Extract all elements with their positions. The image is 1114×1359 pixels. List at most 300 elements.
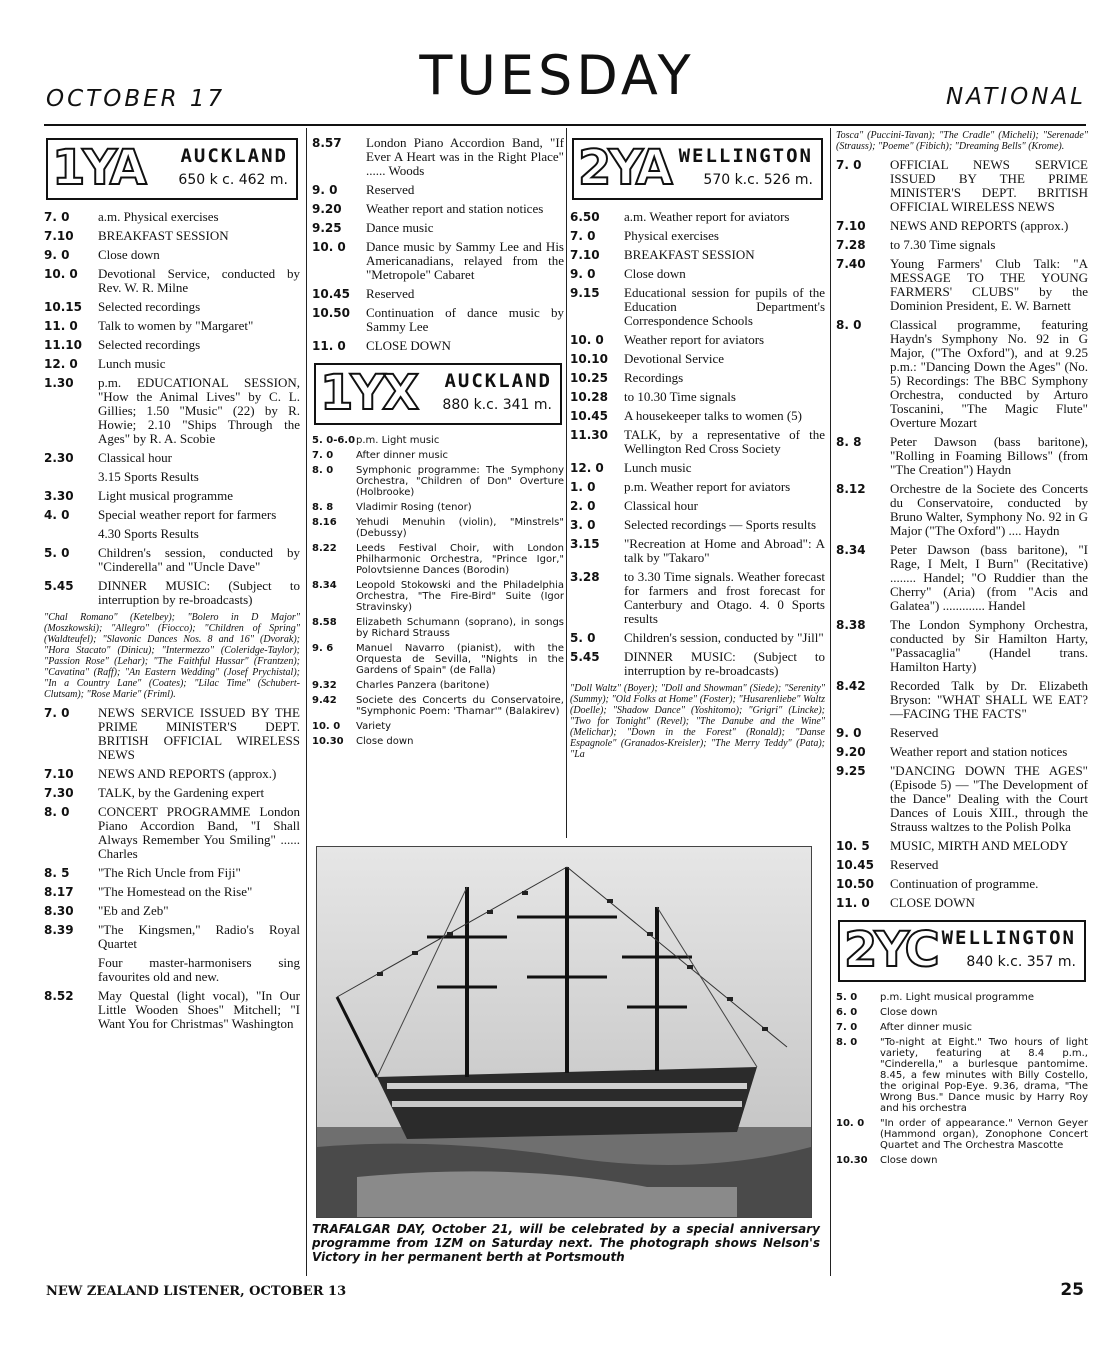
entry-time: 9. 0	[570, 267, 596, 281]
schedule-entry	[570, 248, 825, 262]
entry-time: 9. 0	[836, 726, 862, 740]
schedule-entry	[570, 409, 825, 423]
station-frequency: 570 k.c. 526 m.	[703, 172, 813, 188]
schedule-entry	[570, 631, 825, 645]
schedule-entry	[44, 267, 300, 295]
entry-time: 1.30	[44, 376, 74, 390]
entry-time: 7. 0	[836, 1022, 858, 1033]
entry-time: 7. 0	[312, 450, 334, 461]
entry-time: 10.45	[836, 858, 874, 872]
schedule-entry	[836, 1007, 1088, 1018]
entry-time: 2.30	[44, 451, 74, 465]
entry-description: Reserved	[366, 182, 415, 197]
entry-description: Talk to women by "Margaret"	[98, 318, 254, 333]
schedule-entry	[836, 219, 1088, 233]
entry-description: Vladimir Rosing (tenor)	[356, 502, 472, 513]
schedule-entry	[44, 767, 300, 781]
entry-description: p.m. EDUCATIONAL SESSION, "How the Animal Lives" by C. L. Gillies; 1.50 "Music" (22) by R. Howie; 2.10 "Ships Through the Ages" by R. A. Scobie	[98, 375, 300, 446]
entry-time: 8.57	[312, 136, 342, 150]
entry-description: p.m. Light music	[356, 435, 440, 446]
schedule-entry	[312, 517, 564, 539]
schedule-entry	[570, 210, 825, 224]
schedule-entry	[312, 736, 564, 747]
entry-description: Continuation of dance music by Sammy Lee	[366, 305, 564, 334]
entry-description: Reserved	[890, 725, 939, 740]
entry-description: Continuation of programme.	[890, 876, 1039, 891]
schedule-entry	[44, 989, 300, 1031]
entry-time: 10.50	[836, 877, 874, 891]
entry-time: 7.10	[44, 229, 74, 243]
entry-description: Lunch music	[624, 460, 692, 475]
entry-time: 9. 6	[312, 643, 334, 654]
entry-description: The London Symphony Orchestra, conducted by Sir Hamilton Harty, "Passacaglia" (Handel trans. Hamilton Harty)	[890, 617, 1088, 674]
entry-time: 11. 0	[44, 319, 78, 333]
schedule-entry	[312, 617, 564, 639]
entry-description: Reserved	[366, 286, 415, 301]
entry-time: 2. 0	[570, 499, 596, 513]
dinner-music-list: "Chal Romano" (Ketelbey); "Bolero in D Major" (Moszkowski); "Allegro" (Fiocco); "Children of Spring" (Waldteufel); "Slavonic Dances Nos. 8 and 16" (Dvorak); "Hora Stacato" (Dinicu); "Intermezzo" (Coleridge-Taylor); "Passion Rose" (Lehar); "The Faithful Hussar" (Frantzen); "Cavatina" (Raff); "An Eastern Wedding" (Josef Prychistal); "In a Country Lane" (Coates); "Lilac Time" (Schubert-Clutsam); "Rose Marie" (Friml).	[44, 612, 300, 700]
entry-description: DINNER MUSIC: (Subject to interruption by re-broadcasts)	[624, 649, 825, 678]
schedule-entry	[570, 428, 825, 456]
page-date: OCTOBER 17	[46, 86, 226, 112]
schedule-entry	[44, 904, 300, 918]
entry-description: Societe des Concerts du Conservatoire, "Symphonic Poem: 'Thamar'" (Balakirev)	[356, 695, 564, 717]
entry-description: After dinner music	[880, 1022, 973, 1033]
entry-description: Reserved	[890, 857, 939, 872]
entry-time: 10.50	[312, 306, 350, 320]
entry-time: 1. 0	[570, 480, 596, 494]
schedule-entry	[44, 338, 300, 352]
schedule-entry	[44, 885, 300, 899]
entry-description: p.m. Weather report for aviators	[624, 479, 791, 494]
entry-time: 8.30	[44, 904, 74, 918]
entry-description: Close down	[356, 736, 414, 747]
entry-description: Physical exercises	[624, 228, 719, 243]
entry-time: 3.30	[44, 489, 74, 503]
entry-time: 10.45	[312, 287, 350, 301]
station-logo-1yx: 1YX	[320, 365, 417, 421]
station-logo-1ya: 1YA	[52, 140, 144, 196]
station-city: AUCKLAND	[180, 145, 288, 167]
schedule-entry	[570, 390, 825, 404]
station-city: WELLINGTON	[678, 145, 813, 167]
entry-time: 3. 0	[570, 518, 596, 532]
schedule-entry	[836, 1118, 1088, 1151]
column-1ya-cont-1yx	[312, 128, 564, 747]
entry-time: 10.30	[836, 1155, 868, 1166]
column-rule	[830, 128, 831, 1276]
entry-description: Elizabeth Schumann (soprano), in songs by Richard Strauss	[356, 617, 564, 639]
schedule-entry	[44, 451, 300, 465]
photo-caption: TRAFALGAR DAY, October 21, will be celebrated by a special anniversary programme from 1ZM on Saturday next. The photograph shows Nelson's Victory in her permanent berth at Portsmouth	[312, 1222, 820, 1264]
station-box-1yx	[314, 363, 562, 425]
entry-time: 9. 0	[44, 248, 70, 262]
entry-time: 9.20	[836, 745, 866, 759]
schedule-entry	[570, 267, 825, 281]
entry-description: Recorded Talk by Dr. Elizabeth Bryson: "WHAT SHALL WE EAT? —FACING THE FACTS"	[890, 678, 1088, 721]
schedule-entry	[570, 352, 825, 366]
entry-description: Selected recordings	[98, 299, 201, 314]
schedule-entry	[312, 435, 564, 446]
page-network: NATIONAL	[946, 84, 1086, 110]
schedule-entry	[312, 643, 564, 676]
schedule-entry	[836, 877, 1088, 891]
dinner-music-list: "Doll Waltz" (Boyer); "Doll and Showman" (Siede); "Serenity" (Summy); "Old Folks at Home" (Foster); "Husarenliebe" Waltz (Doelle); "Shadow Dance" (Yoshitomo); "Grigri" (Lincke); "Two for Tonight" (Revel); "The Danube and the Wine" (Melichar); "Down in the Forest" (Ronald); "Danse Espagnole" (Granados-Kreisler); "The Merry Teddy" (Pata); "La	[570, 683, 825, 760]
entry-description: Educational session for pupils of the Education Department's Correspondence Schools	[624, 285, 825, 328]
schedule-entry	[312, 465, 564, 498]
entry-description: Close down	[880, 1007, 938, 1018]
entry-time: 6.50	[570, 210, 600, 224]
entry-description: MUSIC, MIRTH AND MELODY	[890, 838, 1069, 853]
schedule-entry	[570, 333, 825, 347]
schedule-entry	[836, 543, 1088, 613]
schedule-entry	[44, 866, 300, 880]
entry-time: 3.28	[570, 570, 600, 584]
entry-time: 7. 0	[836, 158, 862, 172]
entry-description: Leopold Stokowski and the Philadelphia Orchestra, "The Fire-Bird" Suite (Igor Stravinsky)	[356, 580, 564, 613]
entry-time: 8.17	[44, 885, 74, 899]
entry-time: 9.25	[312, 221, 342, 235]
entry-time: 4. 0	[44, 508, 70, 522]
entry-time: 10.25	[570, 371, 608, 385]
column-2ya	[570, 128, 825, 838]
entry-time: 7.10	[44, 767, 74, 781]
entry-time: 10.45	[570, 409, 608, 423]
entry-description: A housekeeper talks to women (5)	[624, 408, 802, 423]
schedule-entry	[44, 300, 300, 314]
entry-description: 4.30 Sports Results	[98, 526, 199, 541]
entry-time: 11. 0	[836, 896, 870, 910]
schedule-entry	[44, 923, 300, 951]
station-city: WELLINGTON	[941, 927, 1076, 949]
station-box-1ya	[46, 138, 298, 200]
schedule-entry	[44, 706, 300, 762]
entry-time: 8. 5	[44, 866, 70, 880]
column-rule	[306, 128, 307, 1276]
entry-description: Children's session, conducted by "Cinderella" and "Uncle Dave"	[98, 545, 300, 574]
schedule-entry	[44, 805, 300, 861]
station-frequency: 650 k c. 462 m.	[178, 172, 288, 188]
entry-time: 3.15	[570, 537, 600, 551]
station-logo-2yc: 2YC	[844, 922, 937, 978]
entry-time: 10. 0	[312, 240, 346, 254]
entry-description: "Eb and Zeb"	[98, 903, 169, 918]
schedule-entry	[836, 745, 1088, 759]
entry-time: 6. 0	[836, 1007, 858, 1018]
entry-time: 8.58	[312, 617, 337, 628]
schedule-entry	[836, 896, 1088, 910]
ship-illustration	[317, 847, 811, 1217]
schedule-entry	[44, 248, 300, 262]
schedule-1yx	[312, 435, 564, 747]
schedule-entry	[570, 371, 825, 385]
entry-time: 8. 0	[44, 805, 70, 819]
entry-time: 10. 0	[570, 333, 604, 347]
header-rule	[44, 124, 1086, 126]
schedule-1ya-day	[44, 210, 300, 607]
entry-description: Weather report and station notices	[366, 201, 544, 216]
station-frequency: 880 k.c. 341 m.	[442, 397, 552, 413]
entry-time: 8. 0	[836, 318, 862, 332]
schedule-entry	[836, 158, 1088, 214]
entry-time: 10.15	[44, 300, 82, 314]
entry-description: Devotional Service, conducted by Rev. W. R. Milne	[98, 266, 300, 295]
station-city: AUCKLAND	[444, 370, 552, 392]
schedule-entry	[312, 695, 564, 717]
entry-description: NEWS AND REPORTS (approx.)	[98, 766, 277, 781]
entry-description: 3.15 Sports Results	[98, 469, 199, 484]
schedule-entry	[44, 956, 300, 984]
entry-time: 8.12	[836, 482, 866, 496]
schedule-entry	[836, 1155, 1088, 1166]
schedule-entry	[836, 858, 1088, 872]
schedule-entry	[44, 319, 300, 333]
entry-description: Dance music	[366, 220, 434, 235]
schedule-entry	[836, 679, 1088, 721]
entry-description: TALK, by a representative of the Wellington Red Cross Society	[624, 427, 825, 456]
schedule-entry	[836, 1037, 1088, 1114]
entry-description: a.m. Weather report for aviators	[624, 209, 790, 224]
entry-time: 7.40	[836, 257, 866, 271]
entry-description: Classical programme, featuring Haydn's Symphony No. 92 in G Major, ("The Oxford"), and at 9.25 p.m.: "Dancing Down the Ages" (No. 5) Recordings: The BBC Symphony Orchestra, conducted by Arturo Toscanini, "The Magic Flute" Overture Mozart	[890, 317, 1088, 430]
entry-time: 10.10	[570, 352, 608, 366]
schedule-entry	[44, 229, 300, 243]
entry-description: CONCERT PROGRAMME London Piano Accordion Band, "I Shall Always Remember You Smiling" ...... Charles	[98, 804, 300, 861]
entry-description: Children's session, conducted by "Jill"	[624, 630, 824, 645]
schedule-entry	[570, 518, 825, 532]
schedule-entry	[570, 461, 825, 475]
entry-time: 12. 0	[570, 461, 604, 475]
entry-description: to 7.30 Time signals	[890, 237, 996, 252]
entry-description: Orchestre de la Societe des Concerts du Conservatoire, conducted by Bruno Walter, Symphony No. 92 in G Major ("The Oxford") .... Haydn	[890, 481, 1088, 538]
entry-time: 10.30	[312, 736, 344, 747]
schedule-entry	[836, 992, 1088, 1003]
schedule-entry	[570, 480, 825, 494]
entry-description: "Recreation at Home and Abroad": A talk by "Takaro"	[624, 536, 825, 565]
entry-description: Peter Dawson (bass baritone), "Rolling in Foaming Billows" (from "The Creation") Haydn	[890, 434, 1088, 477]
schedule-entry	[570, 570, 825, 626]
entry-time: 11.30	[570, 428, 608, 442]
entry-description: DINNER MUSIC: (Subject to interruption by re-broadcasts)	[98, 578, 300, 607]
schedule-entry	[44, 546, 300, 574]
entry-time: 10. 0	[312, 721, 341, 732]
entry-description: Variety	[356, 721, 392, 732]
schedule-entry	[836, 238, 1088, 252]
entry-description: "DANCING DOWN THE AGES" (Episode 5) — "The Development of the Dance" Dealing with the Court Dances of Louis XIII., through the Strauss waltzes to the Polish Polka	[890, 763, 1088, 834]
entry-description: Manuel Navarro (pianist), with the Orquesta de Sevilla, "Nights in the Gardens of Spain" (de Falla)	[356, 643, 564, 676]
entry-time: 11. 0	[312, 339, 346, 353]
entry-description: OFFICIAL NEWS SERVICE ISSUED BY THE PRIME MINISTER'S DEPT. BRITISH OFFICIAL WIRELESS NEWS	[890, 157, 1088, 214]
schedule-entry	[836, 1022, 1088, 1033]
entry-description: "In order of appearance." Vernon Geyer (Hammond organ), Zonophone Concert Quartet and The Orchestra Mascotte	[880, 1118, 1088, 1151]
page-day: TUESDAY	[419, 44, 695, 107]
entry-description: TALK, by the Gardening expert	[98, 785, 265, 800]
entry-time: 7.28	[836, 238, 866, 252]
entry-description: Special weather report for farmers	[98, 507, 277, 522]
entry-time: 8.52	[44, 989, 74, 1003]
column-2ya-cont-2yc	[836, 128, 1088, 1276]
entry-description: Four master-harmonisers sing favourites old and new.	[98, 955, 300, 984]
station-box-2ya	[572, 138, 823, 200]
entry-description: "The Homestead on the Rise"	[98, 884, 253, 899]
station-box-2yc	[838, 920, 1086, 982]
schedule-entry	[312, 721, 564, 732]
schedule-entry	[312, 202, 564, 216]
entry-description: Classical hour	[624, 498, 699, 513]
entry-time: 8.16	[312, 517, 337, 528]
entry-time: 8. 8	[836, 435, 862, 449]
schedule-entry	[44, 508, 300, 522]
schedule-entry	[44, 489, 300, 503]
entry-time: 8.42	[836, 679, 866, 693]
entry-description: BREAKFAST SESSION	[624, 247, 755, 262]
schedule-entry	[836, 482, 1088, 538]
schedule-entry	[312, 580, 564, 613]
schedule-entry	[312, 287, 564, 301]
entry-description: Recordings	[624, 370, 684, 385]
entry-time: 9.25	[836, 764, 866, 778]
schedule-entry	[570, 229, 825, 243]
schedule-entry	[312, 450, 564, 461]
schedule-entry	[312, 183, 564, 197]
page-number: 25	[1060, 1280, 1084, 1300]
schedule-2yc	[836, 992, 1088, 1166]
schedule-2ya-day	[570, 210, 825, 678]
schedule-entry	[312, 339, 564, 353]
schedule-entry	[570, 537, 825, 565]
entry-description: Weather report and station notices	[890, 744, 1068, 759]
schedule-entry	[836, 435, 1088, 477]
schedule-entry	[44, 527, 300, 541]
schedule-entry	[312, 240, 564, 282]
entry-time: 5. 0	[44, 546, 70, 560]
entry-time: 9.15	[570, 286, 600, 300]
entry-description: Lunch music	[98, 356, 166, 371]
entry-time	[44, 527, 98, 541]
entry-description: Leeds Festival Choir, with London Philharmonic Orchestra, "Prince Igor," Polovtsienne Dances (Borodin)	[356, 543, 564, 576]
schedule-entry	[836, 726, 1088, 740]
column-1ya	[44, 128, 300, 1276]
schedule-entry	[836, 764, 1088, 834]
entry-description: Yehudi Menuhin (violin), "Minstrels" (Debussy)	[356, 517, 564, 539]
entry-description: Devotional Service	[624, 351, 724, 366]
entry-time: 5.45	[44, 579, 74, 593]
schedule-entry	[312, 306, 564, 334]
entry-description: Close down	[98, 247, 160, 262]
schedule-entry	[836, 839, 1088, 853]
entry-description: Selected recordings — Sports results	[624, 517, 817, 532]
entry-time: 10. 0	[836, 1118, 865, 1129]
entry-description: London Piano Accordion Band, "If Ever A Heart was in the Right Place" ...... Woods	[366, 135, 564, 178]
column-rule	[566, 128, 567, 838]
entry-description: Symphonic programme: The Symphony Orchestra, "Children of Don" Overture (Holbrooke)	[356, 465, 564, 498]
schedule-entry	[836, 257, 1088, 313]
entry-time: 5. 0-6.0	[312, 435, 356, 446]
schedule-entry	[570, 286, 825, 328]
entry-time: 11.10	[44, 338, 82, 352]
entry-time: 7.10	[570, 248, 600, 262]
schedule-entry	[44, 357, 300, 371]
entry-description: to 10.30 Time signals	[624, 389, 736, 404]
entry-time: 9. 0	[312, 183, 338, 197]
station-logo-2ya: 2YA	[578, 140, 670, 196]
entry-time: 10. 5	[836, 839, 870, 853]
entry-description: NEWS SERVICE ISSUED BY THE PRIME MINISTER'S DEPT. BRITISH OFFICIAL WIRELESS NEWS	[98, 705, 300, 762]
schedule-1ya-evening	[44, 706, 300, 1031]
entry-time: 9.32	[312, 680, 337, 691]
entry-time: 8.34	[836, 543, 866, 557]
entry-description: Selected recordings	[98, 337, 201, 352]
schedule-entry	[570, 650, 825, 678]
entry-description: CLOSE DOWN	[890, 895, 975, 910]
entry-time: 8.34	[312, 580, 337, 591]
schedule-entry	[312, 502, 564, 513]
entry-description: May Questal (light vocal), "In Our Little Wooden Shoes" Mitchell; "I Want You for Christmas" Washington	[98, 988, 300, 1031]
schedule-entry	[44, 210, 300, 224]
schedule-entry	[44, 376, 300, 446]
entry-description: "To-night at Eight." Two hours of light variety, featuring at 8.4 p.m., "Cinderella," a burlesque pantomime. 8.45, a few minutes with Billy Costello, the original Pop-Eye. 9.36, drama, "The Wrong Bus." Dance music by Harry Roy and his orchestra	[880, 1037, 1088, 1114]
schedule-entry	[44, 786, 300, 800]
entry-description: Peter Dawson (bass baritone), "I Rage, I Melt, I Burn" (Recitative) ........ Handel; "O Ruddier than the Cherry" (Aria) (from "Acis and Galatea") ............. Handel	[890, 542, 1088, 613]
entry-description: Light musical programme	[98, 488, 234, 503]
entry-time	[44, 956, 98, 984]
entry-time: 5. 0	[836, 992, 858, 1003]
footer-publication: NEW ZEALAND LISTENER, OCTOBER 13	[46, 1284, 347, 1299]
schedule-entry	[312, 221, 564, 235]
victory-photo	[316, 846, 812, 1218]
entry-time: 8. 8	[312, 502, 334, 513]
schedule-entry	[312, 136, 564, 178]
entry-description: to 3.30 Time signals. Weather forecast for farmers and frost forecast for Canterbury and Otago. 4. 0 Sports results	[624, 569, 825, 626]
entry-time: 10. 0	[44, 267, 78, 281]
schedule-entry	[312, 543, 564, 576]
entry-description: Classical hour	[98, 450, 173, 465]
entry-description: p.m. Light musical programme	[880, 992, 1034, 1003]
entry-description: After dinner music	[356, 450, 449, 461]
entry-description: "The Kingsmen," Radio's Royal Quartet	[98, 922, 300, 951]
entry-time: 7.10	[836, 219, 866, 233]
schedule-1ya-late	[312, 136, 564, 353]
station-frequency: 840 k.c. 357 m.	[966, 954, 1076, 970]
entry-time: 9.20	[312, 202, 342, 216]
entry-description: Close down	[880, 1155, 938, 1166]
schedule-entry	[312, 680, 564, 691]
entry-description: a.m. Physical exercises	[98, 209, 219, 224]
entry-time: 5.45	[570, 650, 600, 664]
entry-time: 8.38	[836, 618, 866, 632]
entry-description: Charles Panzera (baritone)	[356, 680, 490, 691]
entry-time: 7. 0	[570, 229, 596, 243]
entry-time: 10.28	[570, 390, 608, 404]
schedule-entry	[570, 499, 825, 513]
entry-time	[44, 470, 98, 484]
entry-description: Weather report for aviators	[624, 332, 765, 347]
entry-time: 7.30	[44, 786, 74, 800]
entry-time: 7. 0	[44, 706, 70, 720]
entry-time: 9.42	[312, 695, 337, 706]
entry-description: Young Farmers' Club Talk: "A MESSAGE TO THE YOUNG FARMERS' CLUBS" by the Dominion President, E. W. Barnett	[890, 256, 1088, 313]
entry-description: "The Rich Uncle from Fiji"	[98, 865, 241, 880]
entry-time: 7. 0	[44, 210, 70, 224]
entry-description: CLOSE DOWN	[366, 338, 451, 353]
entry-description: BREAKFAST SESSION	[98, 228, 229, 243]
entry-time: 12. 0	[44, 357, 78, 371]
entry-description: Dance music by Sammy Lee and His Americanadians, relayed from the "Metropole" Cabaret	[366, 239, 564, 282]
schedule-entry	[836, 318, 1088, 430]
entry-time: 5. 0	[570, 631, 596, 645]
entry-description: Close down	[624, 266, 686, 281]
schedule-entry	[44, 470, 300, 484]
